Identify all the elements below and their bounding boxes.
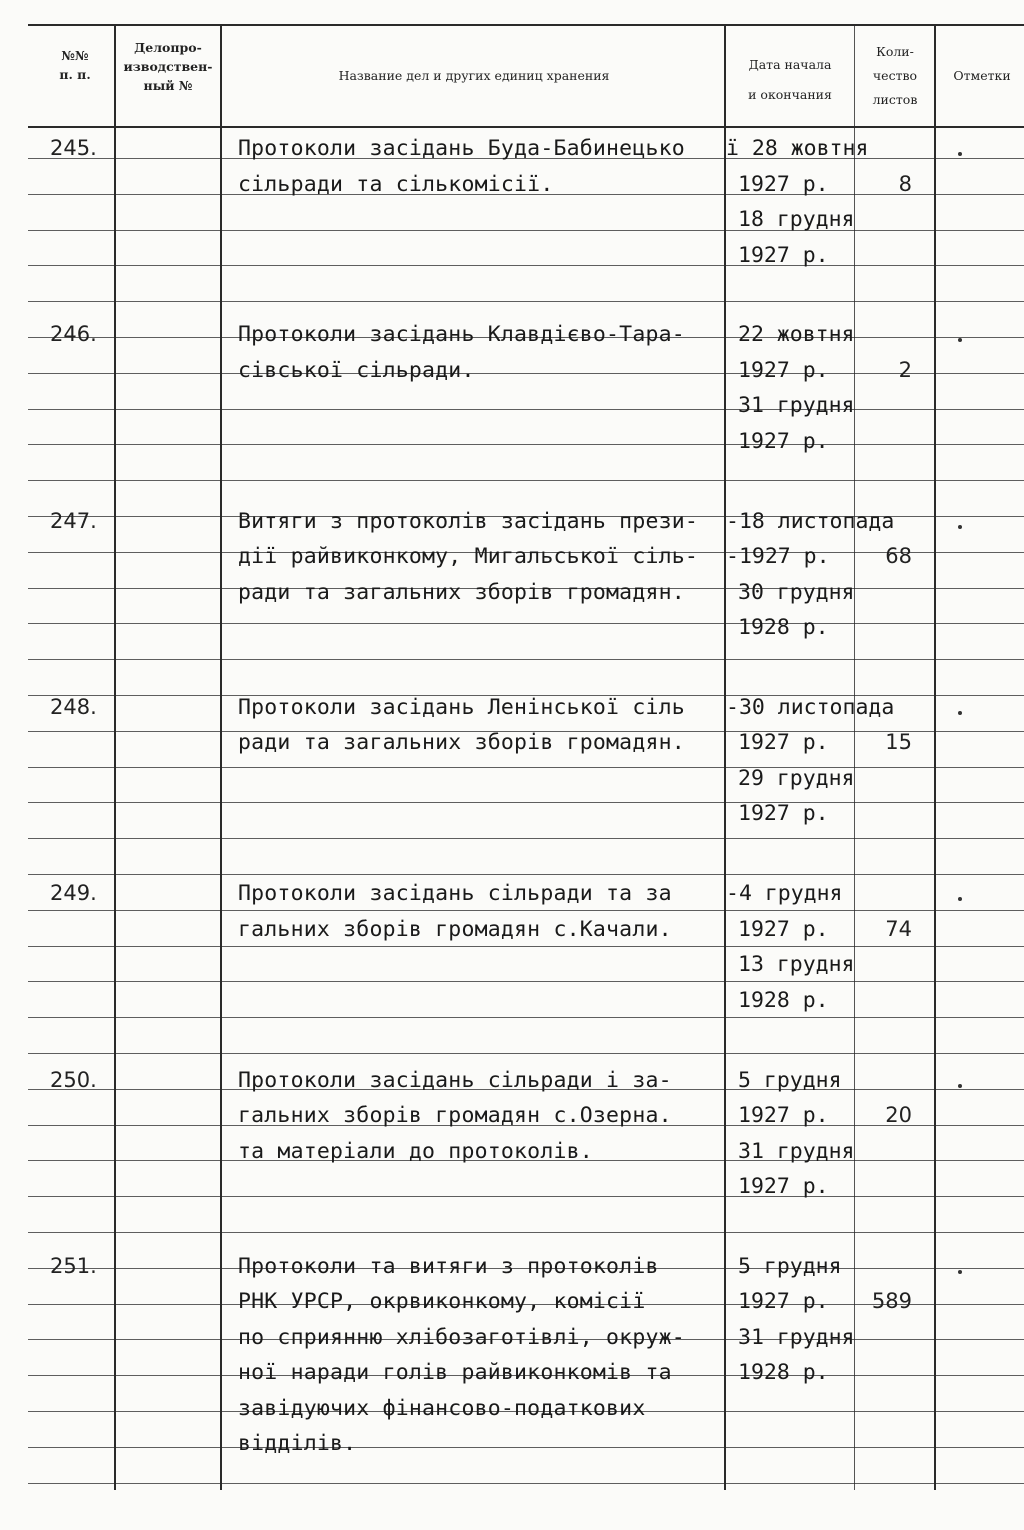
header-dates: Дата начала и окончания	[748, 57, 832, 102]
record-date-line: 30 грудня	[738, 579, 855, 605]
record-date-line: 1927 р.	[738, 916, 829, 942]
record-sheet-count: 8	[898, 171, 912, 196]
record-date-line: 18 грудня	[738, 207, 855, 232]
ruled-line	[28, 1483, 1024, 1484]
record-sheet-count: 2	[898, 357, 912, 382]
record-title-line: ради та загальних зборів громадян.	[238, 730, 685, 756]
ruled-line	[28, 301, 1024, 302]
record-title-line: гальних зборів громадян с.Озерна.	[238, 1103, 672, 1128]
record-title-line: дії райвиконкому, Мигальської сіль-	[238, 544, 699, 570]
record-date-line: -18 листопада	[726, 508, 895, 534]
record-date-line: 13 грудня	[738, 952, 855, 978]
record-title-line: по сприянню хлібозаготівлі, окруж-	[238, 1324, 685, 1350]
col-rule-5	[934, 24, 936, 1490]
record-date-line: 1927 р.	[738, 730, 829, 756]
record-title-line: Протоколи та витяги з протоколів	[238, 1253, 659, 1279]
record-date-line: 1927 р.	[738, 801, 829, 827]
record-title-line: ної наради голів райвиконкомів та	[238, 1360, 672, 1386]
ruled-line	[28, 981, 1024, 982]
col-rule-1	[114, 24, 116, 1490]
margin-mark	[958, 897, 962, 901]
record-date-line: 29 грудня	[738, 765, 855, 791]
top-rule	[28, 24, 1024, 26]
margin-mark	[958, 1084, 962, 1088]
ruled-line	[28, 767, 1024, 768]
ruled-line	[28, 444, 1024, 445]
record-date-line: -30 листопада	[726, 694, 895, 720]
record-date-line: 5 грудня	[738, 1253, 842, 1279]
record-number: 245.	[50, 136, 97, 160]
record-sheet-count: 68	[885, 544, 912, 569]
header-office-number: Делопро- изводствен- ный №	[123, 40, 213, 93]
col-rule-4	[854, 24, 855, 1490]
margin-mark	[958, 1270, 962, 1274]
record-title-line: Протоколи засідань Ленінської сіль	[238, 694, 685, 720]
ruled-line	[28, 1232, 1024, 1233]
record-number: 246.	[50, 322, 97, 347]
record-sheet-count: 74	[885, 916, 912, 941]
record-sheet-count: 20	[885, 1103, 912, 1127]
header-notes: Отметки	[953, 68, 1011, 83]
record-date-line: 5 грудня	[738, 1067, 842, 1093]
col-rule-3	[724, 24, 726, 1490]
ruled-line	[28, 1017, 1024, 1018]
record-date-line: 1928 р.	[738, 987, 829, 1013]
record-date-line: -1927 р.	[726, 544, 830, 570]
ruled-line	[28, 480, 1024, 481]
record-date-line: 1927 р.	[738, 171, 829, 197]
header-count: Коли- чество листов	[872, 44, 918, 107]
ruled-line	[28, 1447, 1024, 1448]
margin-mark	[958, 338, 962, 342]
ruled-line	[28, 623, 1024, 624]
ruled-line	[28, 1196, 1024, 1197]
record-title-line: відділів.	[238, 1431, 357, 1457]
ruled-line	[28, 1053, 1024, 1054]
ruled-line	[28, 802, 1024, 803]
margin-mark	[958, 525, 962, 529]
record-date-line: 22 жовтня	[738, 322, 855, 348]
record-date-line: -4 грудня	[726, 881, 843, 907]
record-date-line: 1928 р.	[738, 1360, 829, 1386]
header-title: Название дел и других единиц хранения	[338, 68, 610, 83]
record-date-line: 31 грудня	[738, 1138, 855, 1164]
record-title-line: Протоколи засідань сільради та за	[238, 881, 672, 907]
record-title-line: сівської сільради.	[238, 357, 475, 383]
record-date-line: 31 грудня	[738, 1324, 855, 1350]
record-title-line: ради та загальних зборів громадян.	[238, 579, 685, 605]
record-number: 251.	[50, 1253, 97, 1278]
ruled-line	[28, 946, 1024, 947]
record-date-line: 1927 р.	[738, 1289, 829, 1315]
record-title-line: Протоколи засідань сільради і за-	[238, 1067, 672, 1093]
margin-mark	[958, 152, 962, 156]
record-date-line: 31 грудня	[738, 393, 855, 419]
record-number: 250.	[50, 1067, 97, 1092]
record-date-line: 1928 р.	[738, 615, 829, 641]
header-rule	[28, 126, 1024, 128]
record-number: 247.	[50, 508, 97, 533]
ruled-line	[28, 910, 1024, 911]
record-date-line: 1927 р.	[738, 428, 829, 454]
record-title-line: Витяги з протоколів засідань прези-	[238, 508, 699, 534]
record-date-line: 1927 р.	[738, 1174, 829, 1199]
record-title-line: сільради та сількомісії.	[238, 171, 554, 197]
col-rule-2	[220, 24, 222, 1490]
record-number: 249.	[50, 881, 97, 906]
ruled-line	[28, 659, 1024, 660]
record-title-line: РНК УРСР, окрвиконкому, комісії	[238, 1289, 646, 1315]
record-title-line: завідуючих фінансово-податкових	[238, 1395, 646, 1421]
record-sheet-count: 589	[871, 1289, 912, 1314]
ruled-line	[28, 409, 1024, 410]
record-number: 248.	[50, 694, 97, 719]
record-title-line: та матеріали до протоколів.	[238, 1138, 593, 1164]
record-date-line: 1927 р.	[738, 1103, 829, 1128]
ruled-line	[28, 838, 1024, 839]
record-date-line: 1927 р.	[738, 242, 829, 268]
record-sheet-count: 15	[885, 730, 912, 755]
record-date-line: 1927 р.	[738, 357, 829, 383]
header-number: №№ п. п.	[59, 48, 91, 82]
record-title-line: Протоколи засідань Буда-Бабинецько	[238, 136, 685, 161]
ruled-line	[28, 265, 1024, 266]
ruled-line	[28, 874, 1024, 875]
margin-mark	[958, 711, 962, 715]
record-date-line: ї 28 жовтня	[726, 136, 869, 161]
record-title-line: гальних зборів громадян с.Качали.	[238, 916, 672, 942]
record-title-line: Протоколи засідань Клавдієво-Тара-	[238, 322, 685, 348]
ruled-line	[28, 230, 1024, 231]
